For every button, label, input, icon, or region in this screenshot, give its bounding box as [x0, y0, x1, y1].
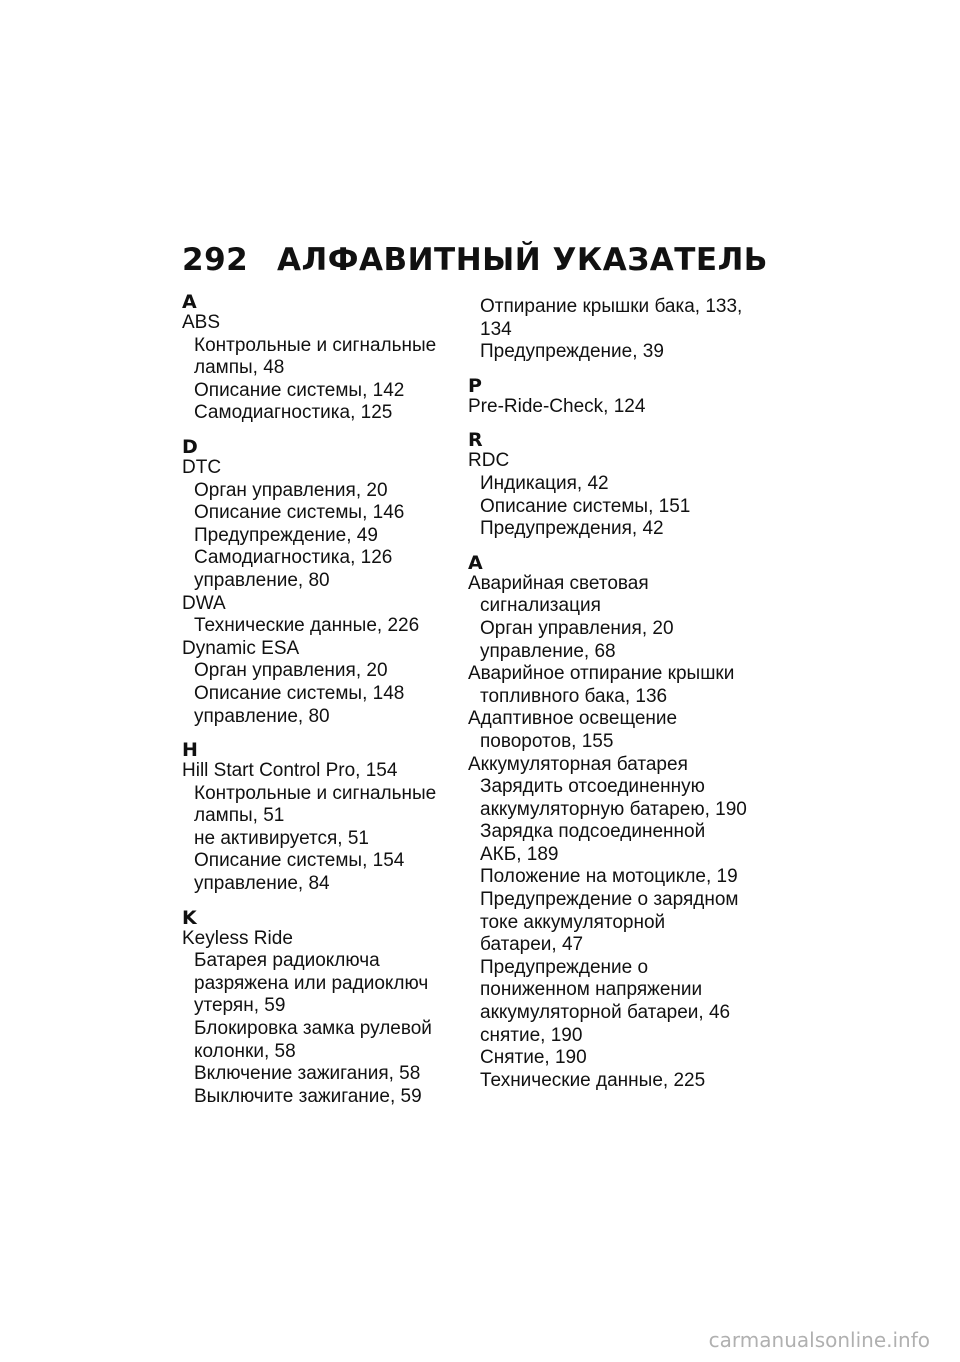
index-subentry: Технические данные, 225 — [480, 1069, 706, 1091]
index-subentry: Орган управления, 20 — [194, 479, 388, 501]
index-subentry: Отпирание крышки бака, 133, — [480, 296, 743, 317]
index-subentry: утерян, 59 — [194, 995, 286, 1017]
index-subentry: батареи, 47 — [480, 934, 584, 956]
index-subentry: Зарядка подсоединенной — [480, 821, 706, 843]
index-subentry: лампы, 51 — [194, 805, 285, 827]
section-letter: A — [182, 291, 197, 313]
index-subentry: Положение на мотоцикле, 19 — [480, 866, 738, 888]
index-term: RDC — [468, 450, 510, 472]
section-letter: А — [468, 551, 483, 574]
index-subentry: 134 — [480, 318, 512, 340]
index-term: сигнализация — [480, 595, 601, 617]
index-section — [468, 376, 748, 419]
index-subentry: Предупреждение, 49 — [194, 524, 378, 546]
index-subentry: Выключите зажигание, 59 — [194, 1085, 422, 1107]
index-subentry: Описание системы, 142 — [194, 379, 405, 401]
section-letter: R — [468, 429, 483, 452]
index-subentry: Описание системы, 154 — [194, 850, 405, 872]
index-subentry: Контрольные и сигнальные — [194, 782, 437, 804]
page-number: 292 — [182, 242, 249, 278]
index-term: Аккумуляторная батарея — [468, 753, 688, 775]
index-subentry: Зарядить отсоединенную — [480, 776, 705, 798]
index-subentry: АКБ, 189 — [480, 843, 559, 865]
index-subentry: Предупреждение о зарядном — [480, 889, 739, 911]
index-term: топливного бака, 136 — [480, 685, 668, 707]
page-title: АЛФАВИТНЫЙ УКАЗАТЕЛЬ — [277, 242, 768, 278]
page-header — [182, 242, 768, 278]
index-section — [182, 908, 462, 1109]
index-subentry: пониженном напряжении — [480, 979, 703, 1001]
index-column-right — [468, 296, 748, 1104]
index-term: Hill Start Control Pro, 154 — [182, 760, 398, 782]
index-subentry: Орган управления, 20 — [480, 617, 674, 639]
index-term: поворотов, 155 — [480, 730, 614, 752]
section-letter: K — [182, 906, 197, 929]
index-section — [182, 740, 462, 896]
index-section — [182, 292, 462, 425]
index-subentry: Описание системы, 151 — [480, 495, 691, 517]
index-subentry: управление, 84 — [194, 873, 330, 895]
index-term: DTC — [182, 456, 222, 478]
index-term: Dynamic ESA — [182, 637, 300, 659]
index-subentry: управление, 68 — [480, 640, 616, 662]
index-subentry: Включение зажигания, 58 — [194, 1063, 421, 1085]
watermark[interactable]: carmanualsonline.info — [708, 1328, 930, 1352]
index-subentry: Предупреждение, 39 — [480, 341, 664, 363]
index-subentry: Самодиагностика, 126 — [194, 547, 393, 569]
index-subentry: аккумуляторную батарею, 190 — [480, 798, 747, 820]
index-subentry: Блокировка замка рулевой — [194, 1018, 432, 1040]
index-subentry: лампы, 48 — [194, 357, 285, 379]
index-subentry: Предупреждения, 42 — [480, 518, 664, 540]
index-subentry: Технические данные, 226 — [194, 615, 420, 637]
index-subentry: Снятие, 190 — [480, 1047, 587, 1069]
section-letter: P — [468, 374, 482, 397]
index-term: Pre-Ride-Check, 124 — [468, 395, 646, 417]
index-section — [182, 437, 462, 728]
index-term: Аварийная световая — [468, 572, 649, 594]
index-subentry: аккумуляторной батареи, 46 — [480, 1002, 731, 1024]
index-subentry: Батарея радиоключа — [194, 950, 380, 972]
index-column-left — [182, 292, 462, 1120]
index-subentry: Индикация, 42 — [480, 472, 609, 494]
index-term: Keyless Ride — [182, 927, 293, 949]
section-letter: D — [182, 435, 198, 458]
index-subentry: разряжена или радиоключ — [194, 972, 429, 994]
index-subentry: снятие, 190 — [480, 1024, 583, 1046]
index-term: Аварийное отпирание крышки — [468, 663, 735, 685]
index-term: Адаптивное освещение — [468, 708, 678, 730]
index-subentry: управление, 80 — [194, 705, 330, 727]
index-subentry: токе аккумуляторной — [480, 911, 666, 933]
index-section — [468, 430, 748, 540]
index-subentry: Орган управления, 20 — [194, 660, 388, 682]
index-subentry: управление, 80 — [194, 569, 330, 591]
index-subentry: колонки, 58 — [194, 1040, 296, 1062]
index-section — [468, 553, 748, 1093]
index-subentry: Описание системы, 146 — [194, 502, 405, 524]
index-subentry: Описание системы, 148 — [194, 682, 405, 704]
index-subentry: Самодиагностика, 125 — [194, 402, 393, 424]
index-subentry: не активируется, 51 — [194, 827, 369, 849]
index-subentry: Предупреждение о — [480, 956, 649, 978]
section-letter: H — [182, 739, 198, 762]
index-continued — [468, 296, 748, 364]
index-subentry: Контрольные и сигнальные — [194, 334, 437, 356]
index-term: ABS — [182, 312, 221, 333]
index-term: DWA — [182, 592, 226, 614]
